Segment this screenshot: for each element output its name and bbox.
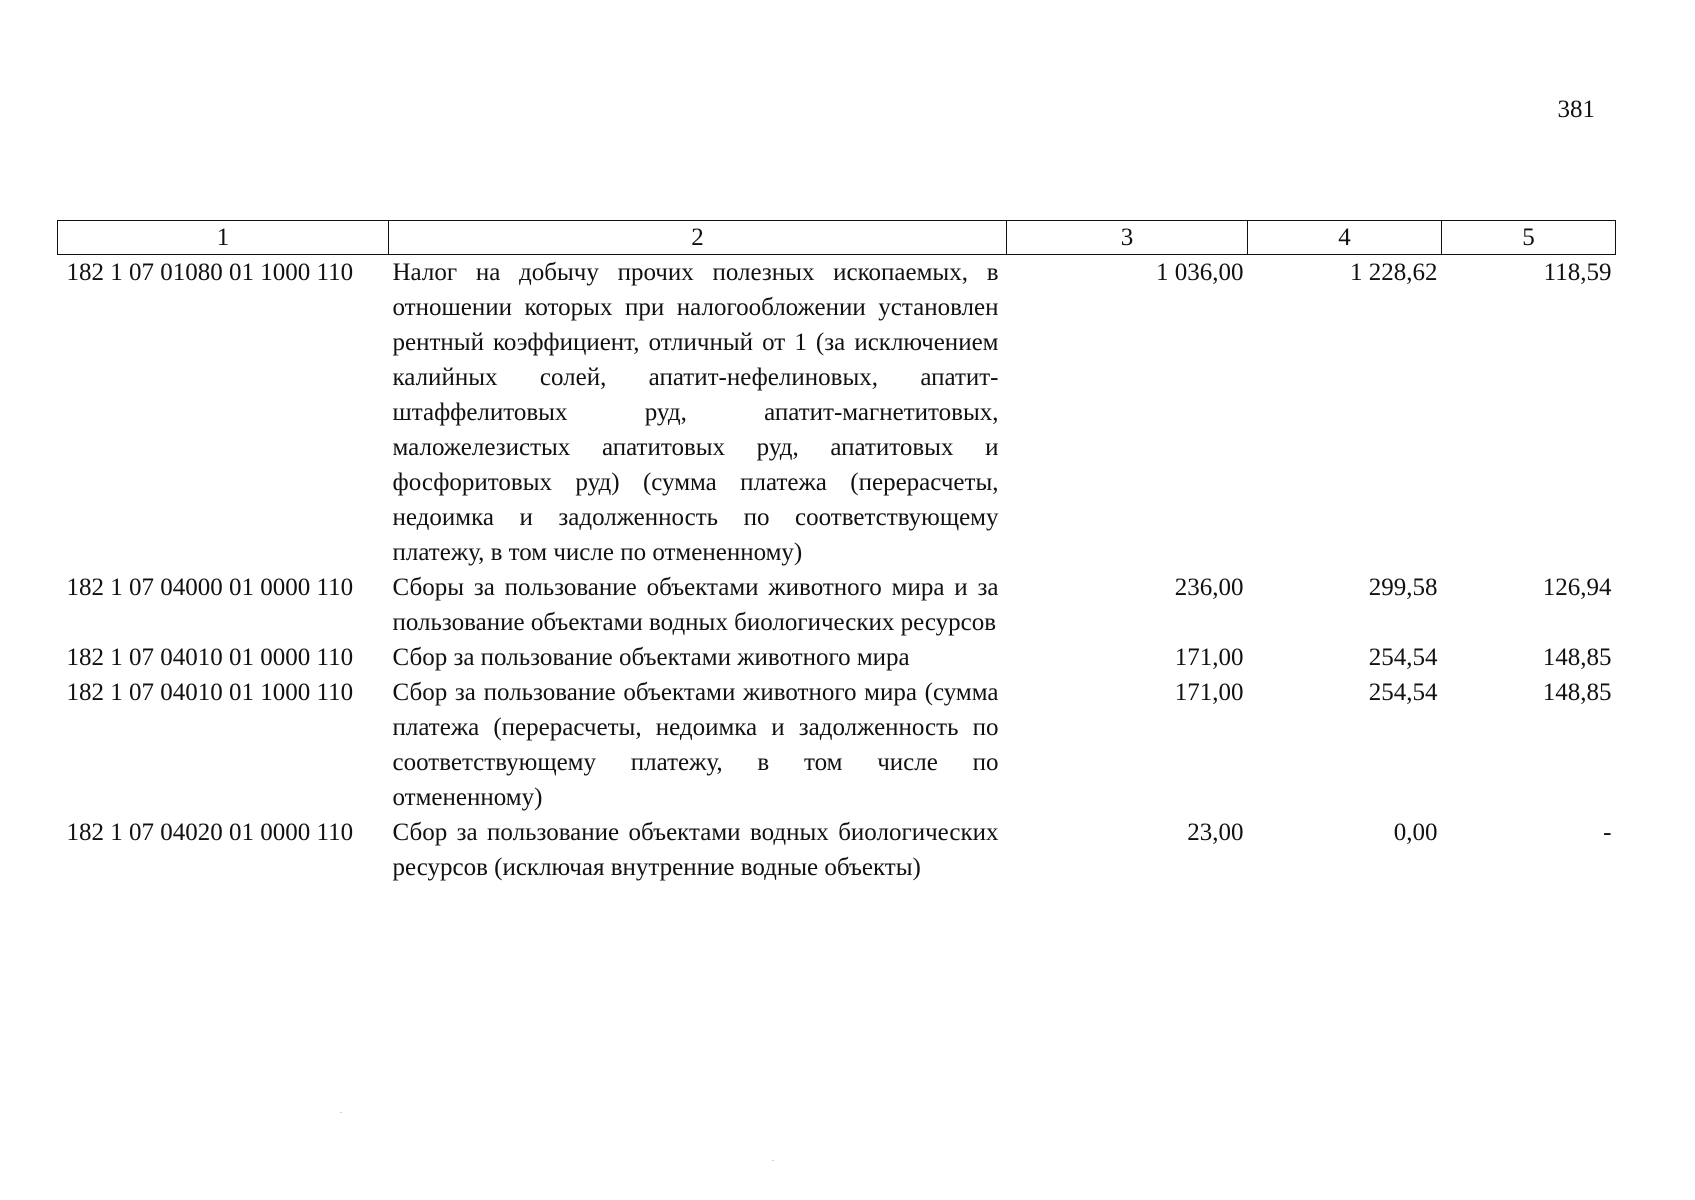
value-col-5: 126,94	[1542, 574, 1612, 601]
header-col-5: 5	[1442, 221, 1616, 255]
table-row	[58, 570, 1616, 640]
budget-code: 182 1 07 04000 01 0000 110	[66, 574, 354, 601]
value-col-3: 236,00	[1174, 574, 1244, 601]
value-col-3: 171,00	[1174, 679, 1244, 706]
budget-code: 182 1 07 04010 01 1000 110	[66, 679, 354, 706]
header-col-3: 3	[1007, 221, 1248, 255]
table-body	[58, 255, 1616, 886]
page-number: 381	[1557, 96, 1595, 123]
scan-artifact	[772, 1160, 774, 1161]
header-col-4: 4	[1248, 221, 1442, 255]
value-col-3: 23,00	[1187, 819, 1244, 846]
budget-code: 182 1 07 04020 01 0000 110	[66, 819, 354, 846]
table-row	[58, 640, 1616, 675]
header-row	[58, 221, 1616, 255]
header-col-2: 2	[389, 221, 1007, 255]
value-col-5: -	[1603, 819, 1612, 846]
table-header	[58, 221, 1616, 255]
value-col-4: 299,58	[1368, 574, 1438, 601]
budget-code: 182 1 07 01080 01 1000 110	[66, 259, 354, 286]
value-col-3: 1 036,00	[1156, 259, 1244, 286]
revenue-name: Сборы за пользование объектами животного мира и за пользование объектами водных биологических ресурсов	[392, 574, 999, 636]
value-col-3: 171,00	[1174, 644, 1244, 671]
scan-artifact	[340, 1112, 342, 1113]
table-row	[58, 255, 1616, 571]
table-row	[58, 815, 1616, 885]
budget-table	[57, 220, 1616, 885]
value-col-5: 118,59	[1543, 259, 1612, 286]
value-col-4: 0,00	[1393, 819, 1438, 846]
header-col-1: 1	[58, 221, 389, 255]
value-col-4: 254,54	[1368, 679, 1438, 706]
value-col-4: 254,54	[1368, 644, 1438, 671]
value-col-5: 148,85	[1542, 644, 1612, 671]
revenue-name: Сбор за пользование объектами водных биологических ресурсов (исключая внутренние водные объекты)	[392, 819, 999, 881]
revenue-name: Сбор за пользование объектами животного мира (сумма платежа (перерасчеты, недоимка и задолженность по соответствующему платежу, в том числе по отмененному)	[392, 679, 999, 811]
value-col-5: 148,85	[1542, 679, 1612, 706]
revenue-name: Сбор за пользование объектами животного мира	[392, 644, 910, 671]
revenue-name: Налог на добычу прочих полезных ископаемых, в отношении которых при налогообложении установлен рентный коэффициент, отличный от 1 (за исключением калийных солей, апатит-нефелиновых, апатит-штаффелитовых руд, апатит-магнетитовых, маложелезистых апатитовых руд, апатитовых и фосфоритовых руд) (сумма платежа (перерасчеты, недоимка и задолженность по соответствующему платежу, в том числе по отмененному)	[392, 259, 999, 566]
table-row	[58, 675, 1616, 815]
value-col-4: 1 228,62	[1350, 259, 1438, 286]
budget-code: 182 1 07 04010 01 0000 110	[66, 644, 354, 671]
